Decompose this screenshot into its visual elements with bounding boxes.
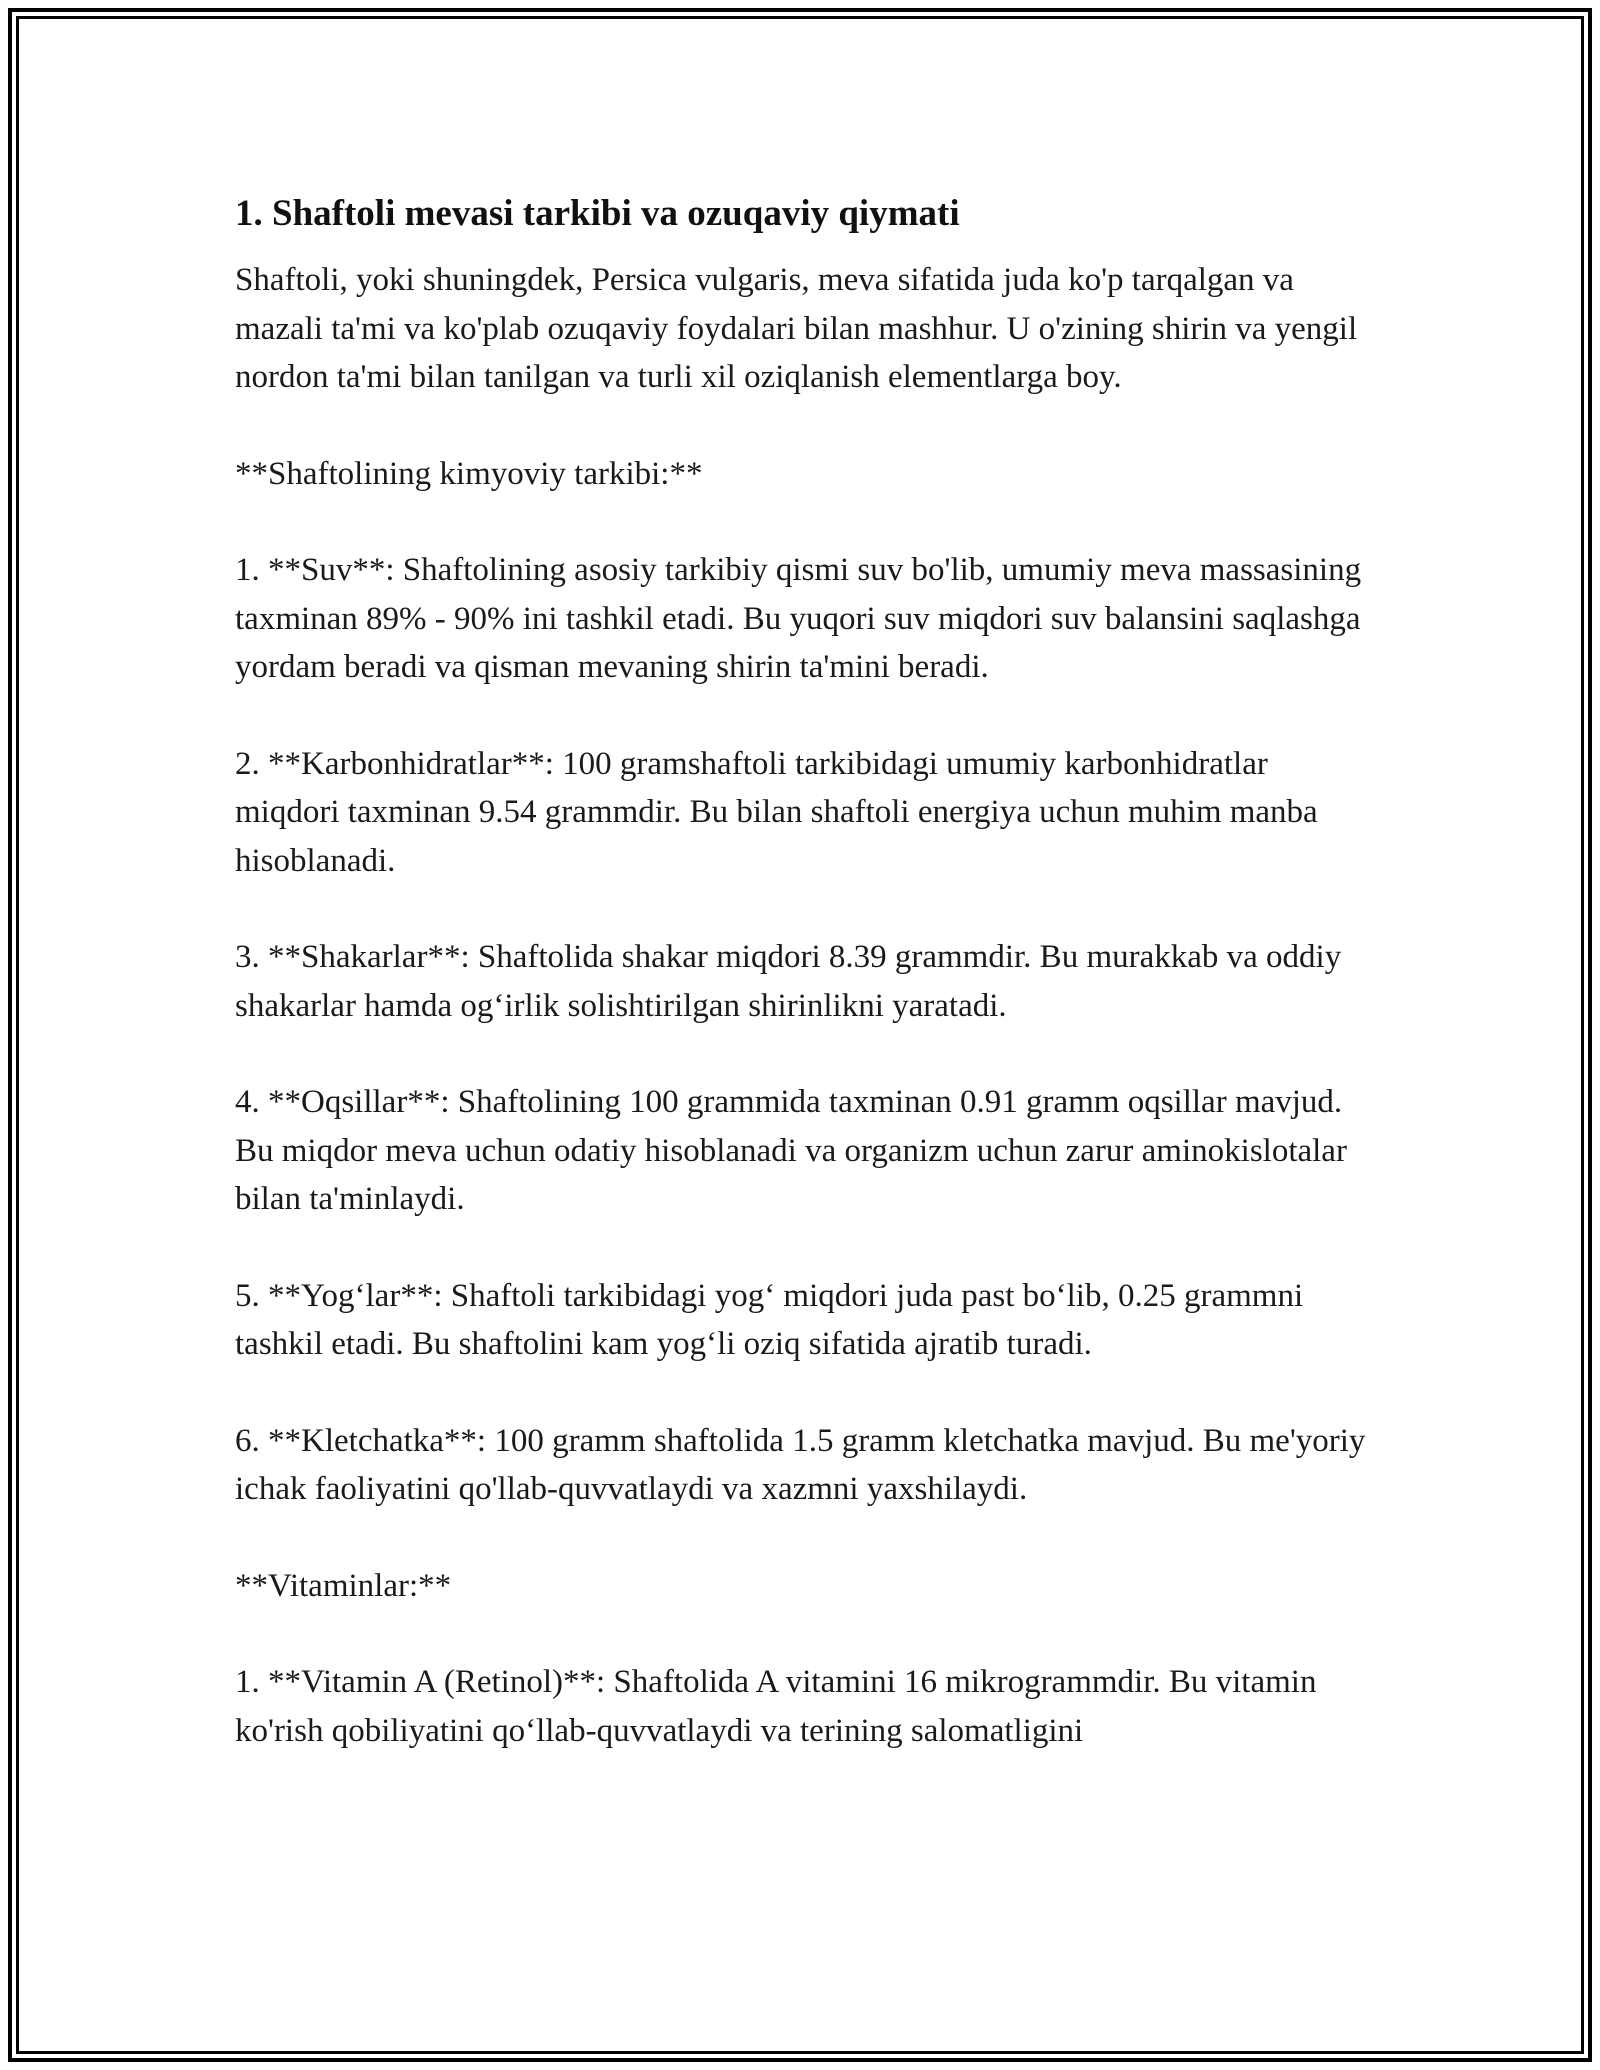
list-item-water: 1. **Suv**: Shaftolining asosiy tarkibiy qismi suv bo'lib, umumiy meva massasining taxminan 89% - 90% ini tashkil etadi. Bu yuqori suv miqdori suv balansini saqlashga yordam beradi va qisman mevaning shirin ta'mini beradi. — [235, 552, 1362, 685]
list-item-sugars: 3. **Shakarlar**: Shaftolida shakar miqdori 8.39 grammdir. Bu murakkab va oddiy shakarlar hamda og‘irlik solishtirilgan shirinlikni yaratadi. — [235, 939, 1342, 1024]
intro-paragraph: Shaftoli, yoki shuningdek, Persica vulgaris, meva sifatida juda ko'p tarqalgan va mazali ta'mi va ko'plab ozuqaviy foydalari bilan mashhur. U o'zining shirin va yengil nordon ta'mi bilan tanilgan va turli xil oziqlanish elementlarga boy. — [235, 262, 1358, 395]
list-item-carbohydrates: 2. **Karbonhidratlar**: 100 gramshaftoli tarkibidagi umumiy karbonhidratlar miqdori taxminan 9.54 grammdir. Bu bilan shaftoli energiya uchun muhim manba hisoblanadi. — [235, 745, 1318, 879]
list-item-fiber: 6. **Kletchatka**: 100 gramm shaftolida 1.5 gramm kletchatka mavjud. Bu me'yoriy ichak faoliyatini qo'llab-quvvatlaydi va xazmni yaxshilaydi. — [235, 1422, 1366, 1507]
document-body — [235, 186, 1380, 1803]
chemical-composition-subheading: **Shaftolining kimyoviy tarkibi:** — [235, 455, 703, 492]
list-item-proteins: 4. **Oqsillar**: Shaftolining 100 grammida taxminan 0.91 gramm oqsillar mavjud. Bu miqdor meva uchun odatiy hisoblanadi va organizm uchun zarur aminokislotalar bilan ta'minlaydi. — [235, 1084, 1347, 1217]
list-item-vitamin-a: 1. **Vitamin A (Retinol)**: Shaftolida A vitamini 16 mikrogrammdir. Bu vitamin ko'rish qobiliyatini qo‘llab-quvvatlaydi va terining salomatligini — [235, 1664, 1317, 1749]
list-item-fats: 5. **Yog‘lar**: Shaftoli tarkibidagi yog‘ miqdori juda past bo‘lib, 0.25 grammni tashkil etadi. Bu shaftolini kam yog‘li oziq sifatida ajratib turadi. — [235, 1277, 1304, 1362]
vitamins-subheading: **Vitaminlar:** — [235, 1567, 452, 1604]
section-heading: 1. Shaftoli mevasi tarkibi va ozuqaviy qiymati — [235, 193, 960, 234]
